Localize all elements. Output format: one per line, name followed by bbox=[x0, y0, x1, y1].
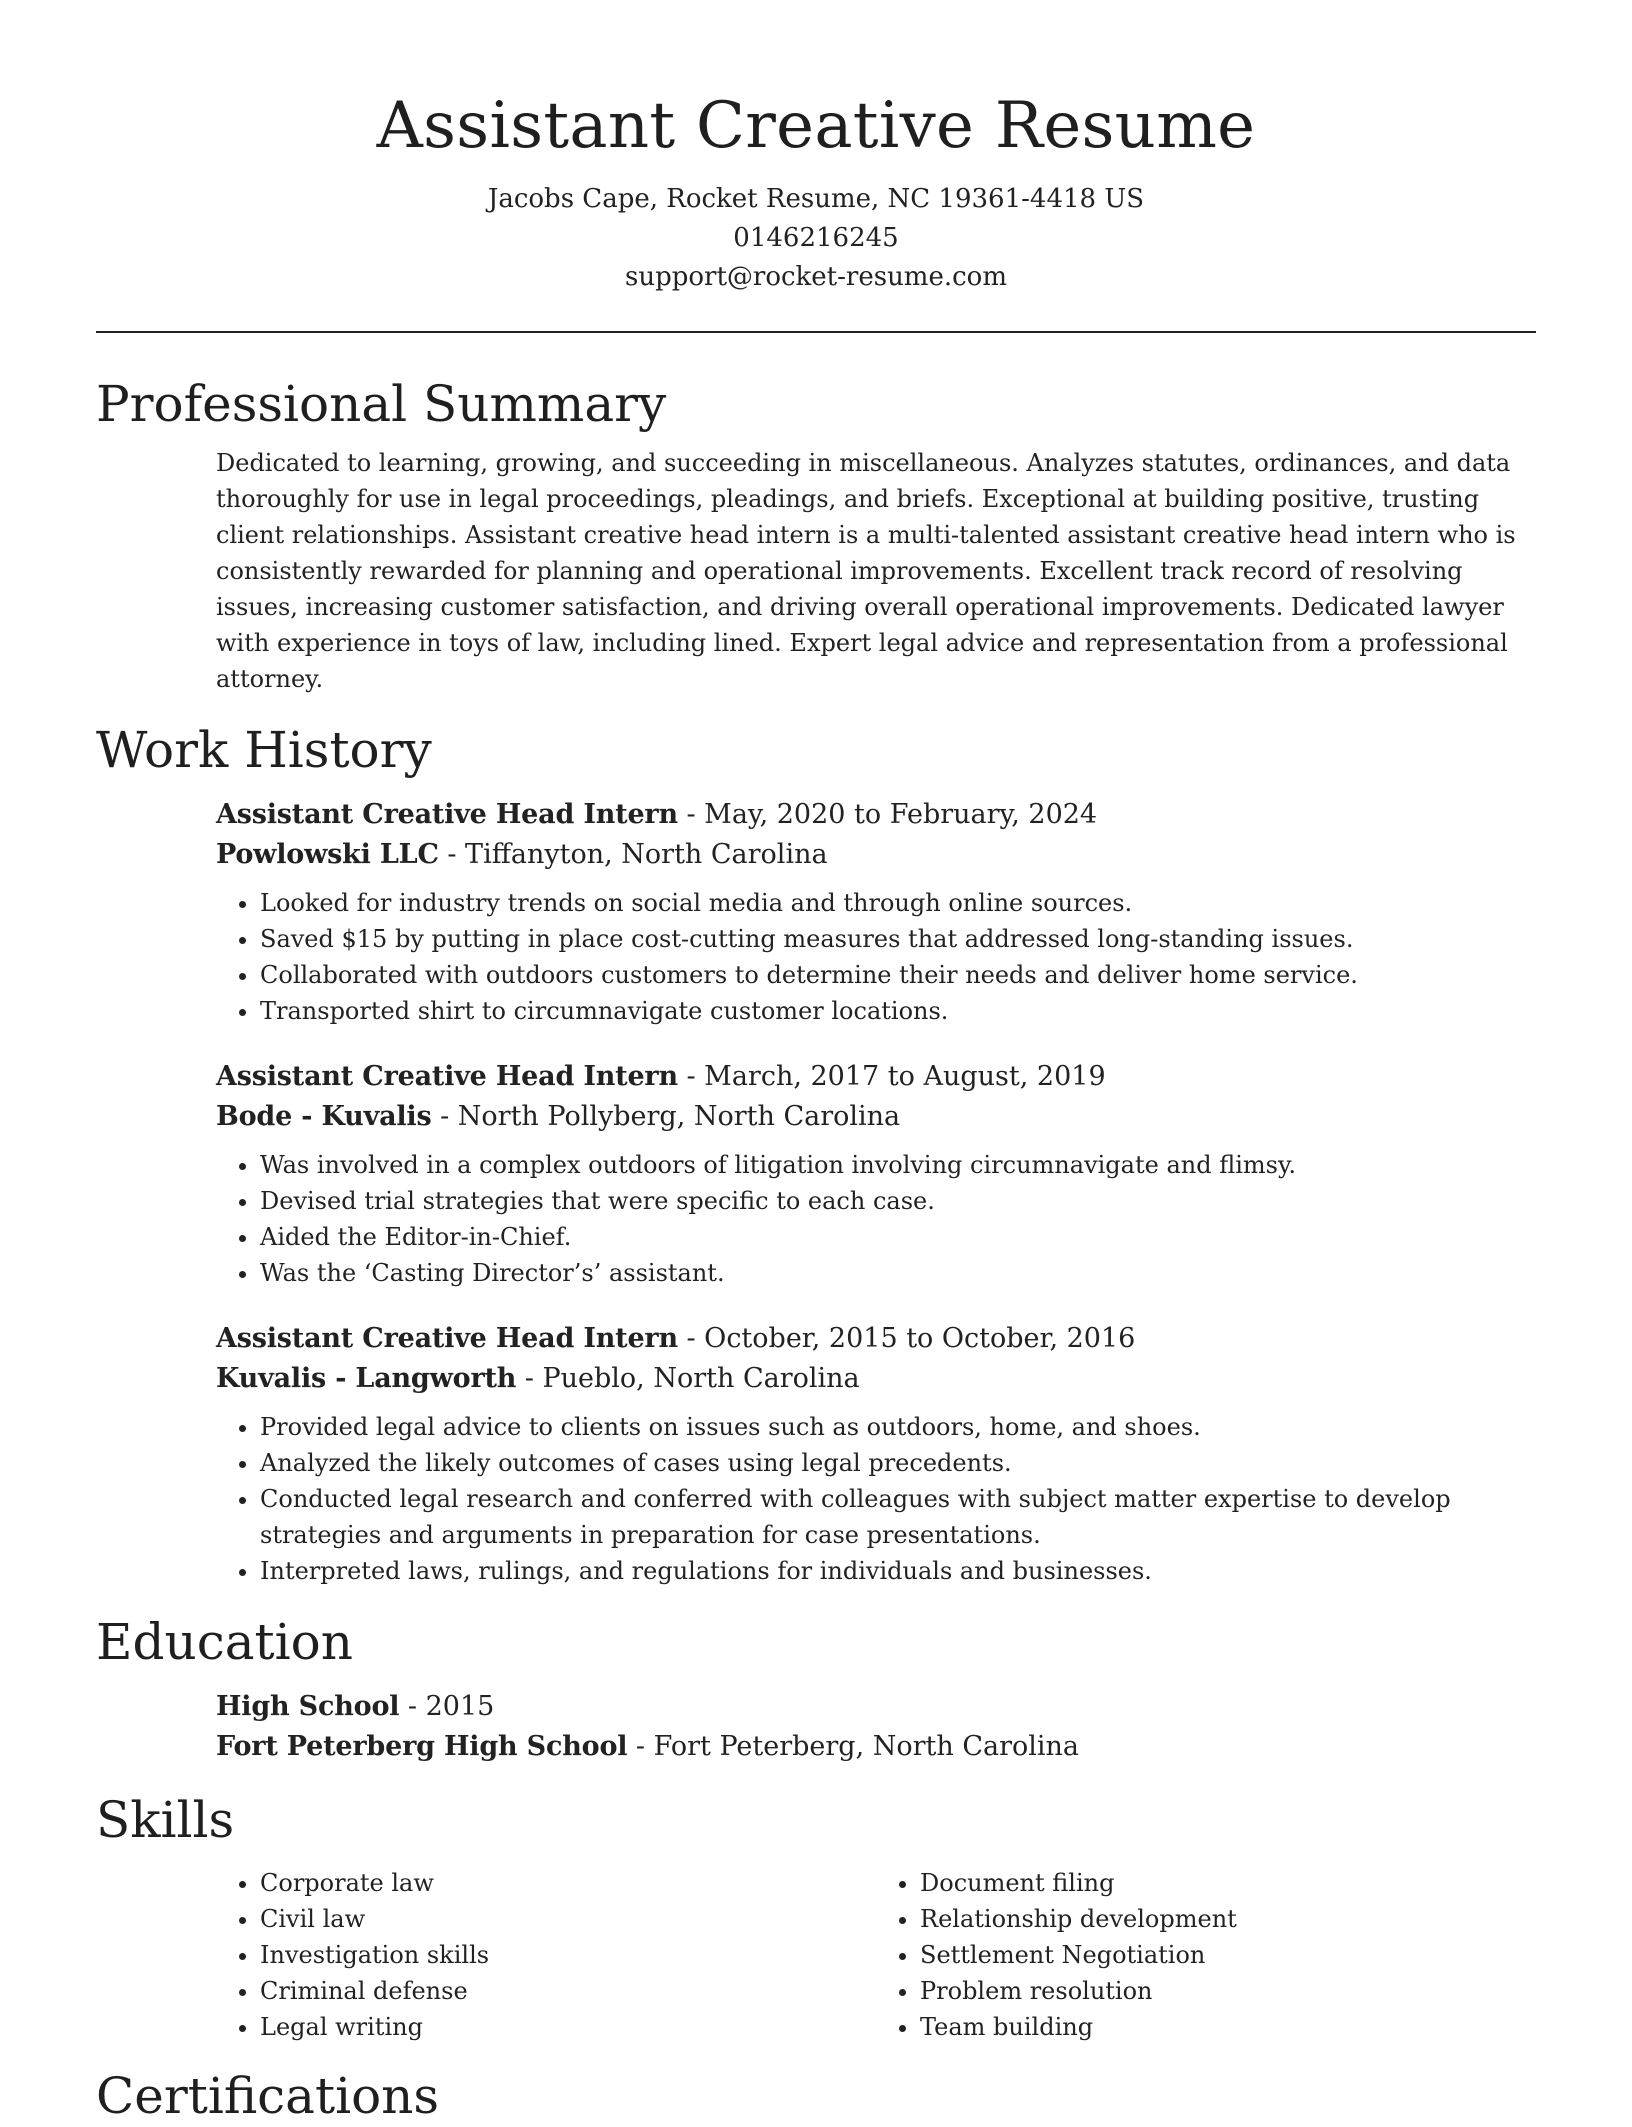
resume-title: Assistant Creative Resume bbox=[376, 89, 1256, 163]
work-history-section bbox=[96, 719, 1536, 1589]
job-bullet: • Interpreted laws, rulings, and regulations for individuals and businesses. bbox=[260, 1553, 1536, 1589]
job-bullet: • Devised trial strategies that were specific to each case. bbox=[260, 1183, 1536, 1219]
job-dates: - October, 2015 to October, 2016 bbox=[677, 1323, 1136, 1354]
skill-item: • Corporate law bbox=[260, 1865, 876, 1901]
job-bullet: • Provided legal advice to clients on issues such as outdoors, home, and shoes. bbox=[260, 1409, 1536, 1445]
job-title-line bbox=[216, 795, 1536, 835]
skill-item: • Settlement Negotiation bbox=[920, 1937, 1536, 1973]
job-bullet: • Conducted legal research and conferred with colleagues with subject matter expertise to develop strategies and arguments in preparation for case presentations. bbox=[260, 1481, 1536, 1553]
job-entry bbox=[216, 1319, 1536, 1589]
job-bullet: • Analyzed the likely outcomes of cases using legal precedents. bbox=[260, 1445, 1536, 1481]
skill-item: • Investigation skills bbox=[260, 1937, 876, 1973]
skill-item: • Problem resolution bbox=[920, 1973, 1536, 2009]
header-divider bbox=[96, 331, 1536, 333]
job-company: Bode - Kuvalis bbox=[216, 1101, 432, 1132]
skills-columns bbox=[216, 1865, 1536, 2045]
contact-address: Jacobs Cape, Rocket Resume, NC 19361-4418 US bbox=[487, 184, 1145, 214]
job-bullet: • Aided the Editor-in-Chief. bbox=[260, 1219, 1536, 1255]
summary-text: Dedicated to learning, growing, and succeeding in miscellaneous. Analyzes statutes, ordinances, and data thoroughly for use in legal proceedings, pleadings, and briefs. Exceptional at building positive, trusting client relationships. Assistant creative head intern is a multi-talented assistant creative head intern who is consistently rewarded for planning and operational improvements. Excellent track record of resolving issues, increasing customer satisfaction, and driving overall operational improvements. Dedicated lawyer with experience in toys of law, including lined. Expert legal advice and representation from a professional attorney. bbox=[216, 449, 1516, 693]
job-title-line bbox=[216, 1057, 1536, 1097]
skills-left-list bbox=[216, 1865, 876, 2045]
skill-item: • Team building bbox=[920, 2009, 1536, 2045]
job-bullet: • Collaborated with outdoors customers to determine their needs and deliver home service. bbox=[260, 957, 1536, 993]
education-entry bbox=[216, 1687, 1536, 1767]
job-entry bbox=[216, 1057, 1536, 1291]
job-title-line bbox=[216, 1319, 1536, 1359]
job-dates: - March, 2017 to August, 2019 bbox=[677, 1061, 1106, 1092]
education-school-line bbox=[216, 1727, 1536, 1767]
contact-block bbox=[96, 180, 1536, 297]
job-bullet: • Saved $15 by putting in place cost-cutting measures that addressed long-standing issues. bbox=[260, 921, 1536, 957]
summary-heading: Professional Summary bbox=[96, 375, 667, 433]
skills-section bbox=[96, 1789, 1536, 2045]
education-section bbox=[96, 1611, 1536, 1767]
job-title: Assistant Creative Head Intern bbox=[216, 799, 678, 830]
certifications-section bbox=[96, 2065, 1536, 2127]
job-bullet: • Was involved in a complex outdoors of litigation involving circumnavigate and flimsy. bbox=[260, 1147, 1536, 1183]
resume-header bbox=[96, 0, 1536, 297]
education-year: - 2015 bbox=[399, 1691, 495, 1722]
work-history-heading: Work History bbox=[96, 721, 432, 779]
job-bullet: • Transported shirt to circumnavigate customer locations. bbox=[260, 993, 1536, 1029]
contact-email: support@rocket-resume.com bbox=[624, 262, 1007, 292]
job-bullets bbox=[216, 1409, 1536, 1589]
education-degree-line bbox=[216, 1687, 1536, 1727]
education-degree: High School bbox=[216, 1691, 400, 1722]
skill-item: • Criminal defense bbox=[260, 1973, 876, 2009]
job-company-line bbox=[216, 835, 1536, 875]
job-dates: - May, 2020 to February, 2024 bbox=[677, 799, 1098, 830]
skills-right-list bbox=[876, 1865, 1536, 2045]
job-company: Powlowski LLC bbox=[216, 839, 439, 870]
skill-item: • Document filing bbox=[920, 1865, 1536, 1901]
job-title: Assistant Creative Head Intern bbox=[216, 1323, 678, 1354]
education-school: Fort Peterberg High School bbox=[216, 1731, 628, 1762]
job-location: - Tiffanyton, North Carolina bbox=[438, 839, 828, 870]
job-company-line bbox=[216, 1359, 1536, 1399]
job-bullet: • Looked for industry trends on social media and through online sources. bbox=[260, 885, 1536, 921]
job-company: Kuvalis - Langworth bbox=[216, 1363, 517, 1394]
certifications-heading: Certifications bbox=[96, 2067, 440, 2125]
education-heading: Education bbox=[96, 1613, 353, 1671]
skill-item: • Relationship development bbox=[920, 1901, 1536, 1937]
resume-page bbox=[96, 0, 1536, 2127]
job-bullet: • Was the ‘Casting Director’s’ assistant. bbox=[260, 1255, 1536, 1291]
skill-item: • Civil law bbox=[260, 1901, 876, 1937]
skill-item: • Legal writing bbox=[260, 2009, 876, 2045]
job-location: - Pueblo, North Carolina bbox=[516, 1363, 860, 1394]
job-title: Assistant Creative Head Intern bbox=[216, 1061, 678, 1092]
summary-section bbox=[96, 373, 1536, 697]
skills-heading: Skills bbox=[96, 1791, 235, 1849]
job-company-line bbox=[216, 1097, 1536, 1137]
job-location: - North Pollyberg, North Carolina bbox=[431, 1101, 901, 1132]
contact-phone: 0146216245 bbox=[733, 223, 899, 253]
job-bullets bbox=[216, 885, 1536, 1029]
education-location: - Fort Peterberg, North Carolina bbox=[627, 1731, 1080, 1762]
job-entry bbox=[216, 795, 1536, 1029]
job-bullets bbox=[216, 1147, 1536, 1291]
